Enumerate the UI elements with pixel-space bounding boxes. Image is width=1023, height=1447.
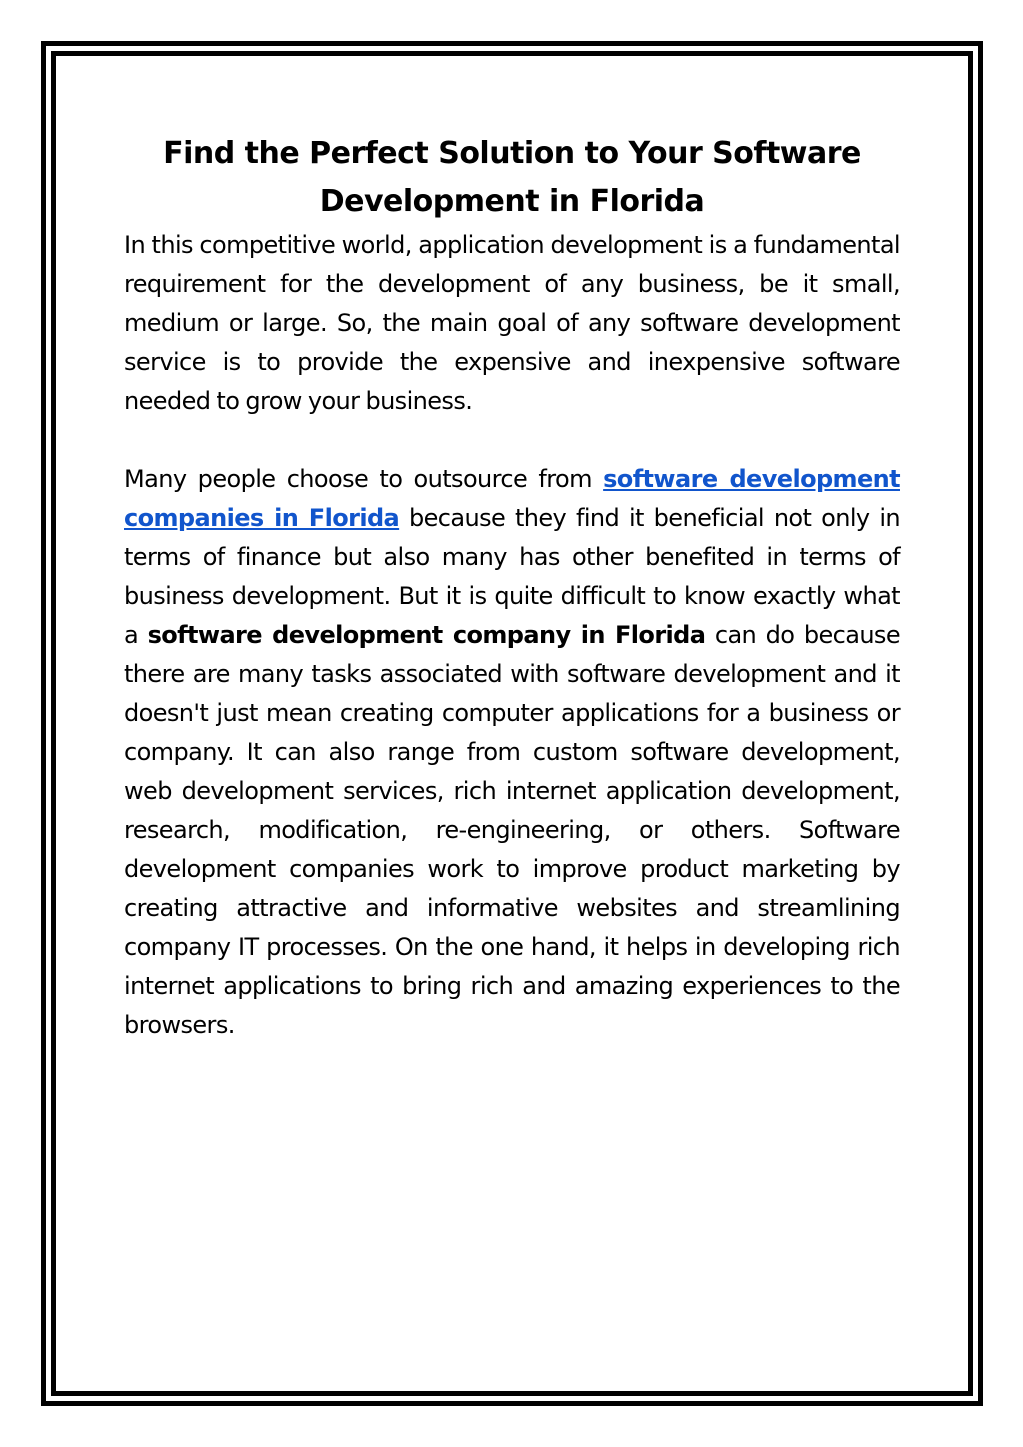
bold-keyword: software development company in Florida <box>147 621 706 649</box>
paragraph-text: can do because there are many tasks associated with software development and it doesn't just mean creating computer applications for a business or company. It can also range from custom software development, web development services, rich internet application development, research, modification, re-engineering, or others. Software development companies work to improve product marketing by creating attractive and informative websites and streamlining company IT processes. On the one hand, it helps in developing rich internet applications to bring rich and amazing experiences to the browsers. <box>124 621 901 1039</box>
body-paragraph <box>124 460 900 1045</box>
intro-paragraph: In this competitive world, application development is a fundamental requirement for the development of any business, be it small, medium or large. So, the main goal of any software development service is to provide the expensive and inexpensive software needed to grow your business. <box>124 231 900 415</box>
software-companies-florida-link[interactable]: software development companies in Florida <box>124 465 900 532</box>
paragraph-spacer <box>124 421 900 460</box>
paragraph-text: Many people choose to outsource from <box>124 465 604 493</box>
paragraph-text: because they find it beneficial not only in terms of finance but also many has other benefited in terms of business development. But it is quite difficult to know exactly what a <box>124 504 901 649</box>
document-title: Find the Perfect Solution to Your Software Development in Florida <box>163 136 861 219</box>
document-body <box>124 130 900 1045</box>
